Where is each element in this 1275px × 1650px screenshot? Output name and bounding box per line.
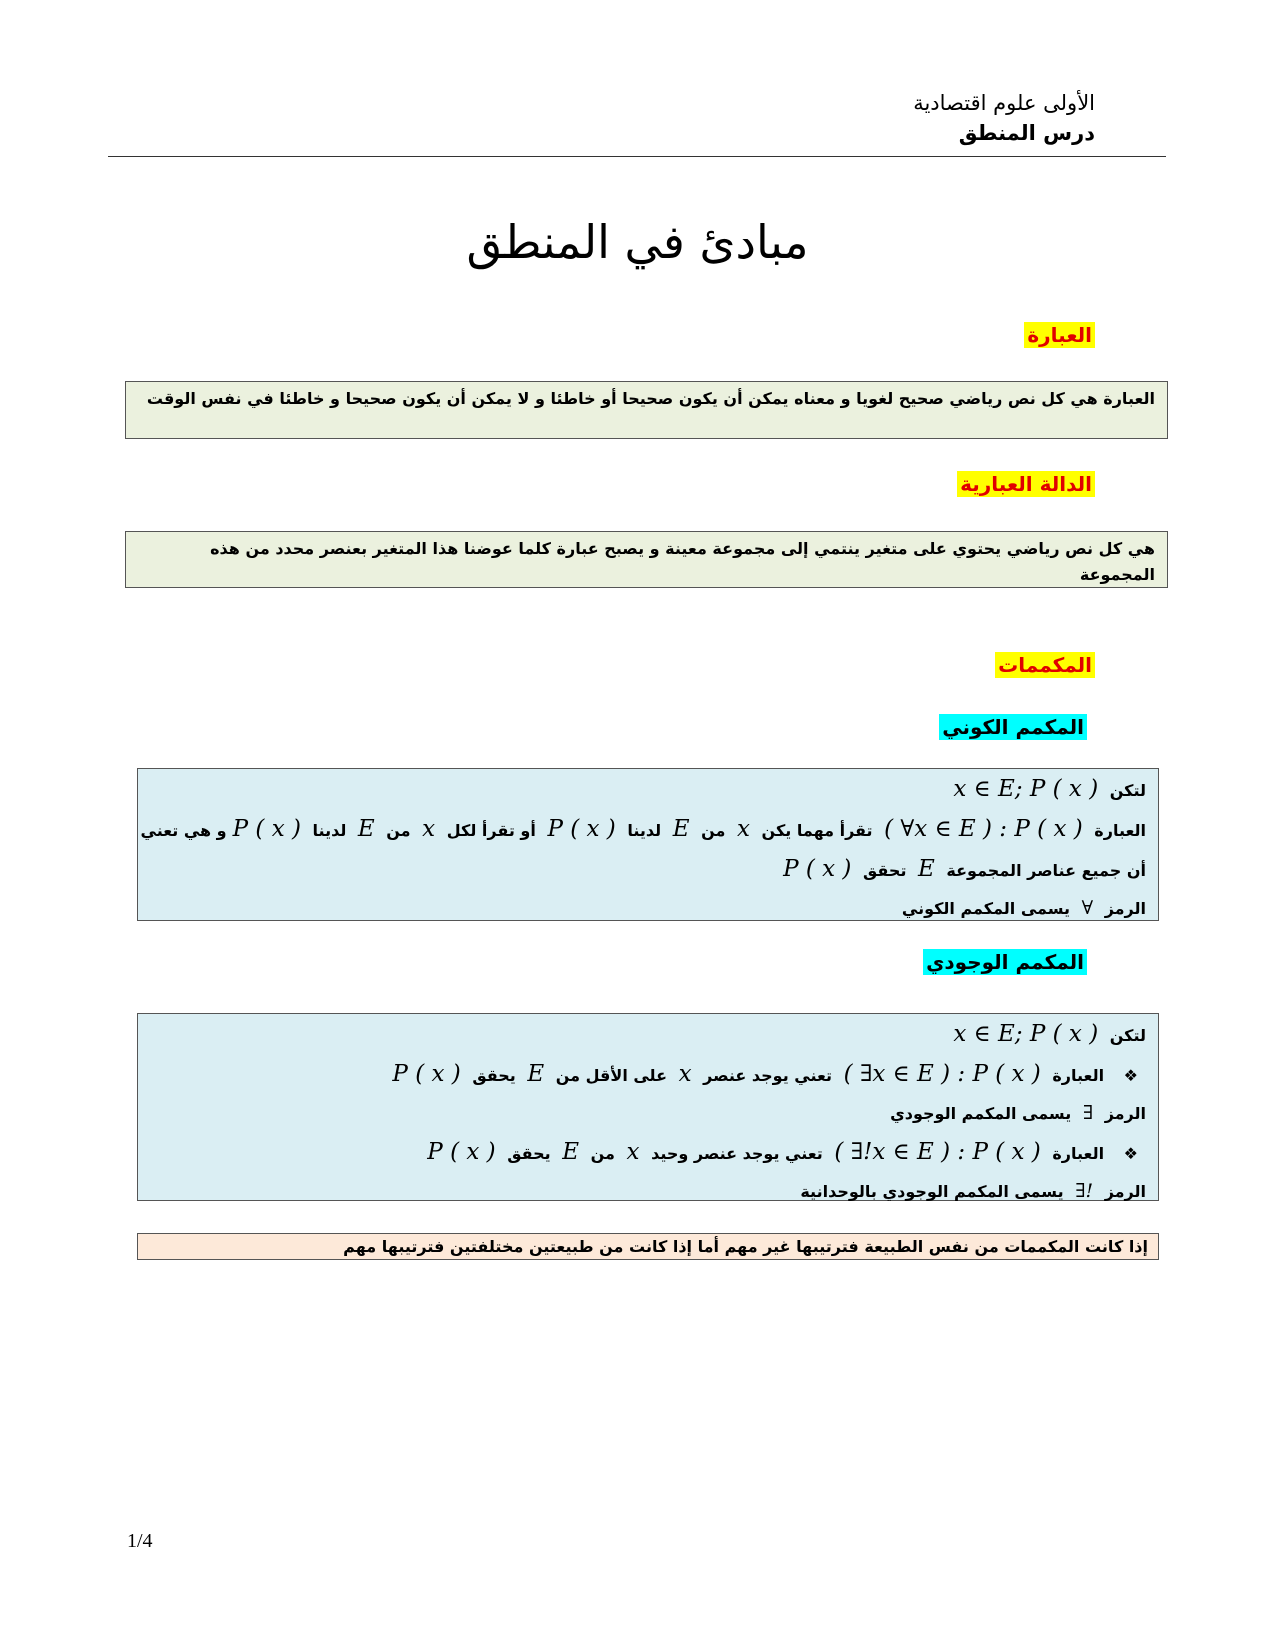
universal-let-line: لتكن x ∈ E; P ( x ): [953, 776, 1146, 802]
unique-existential-symbol-line: الرمز ∃! يسمى المكمم الوجودي بالوحدانية: [150, 1172, 1146, 1210]
bullet-icon: ❖: [1123, 1066, 1138, 1085]
page-title: مبادئ في المنطق: [466, 215, 809, 269]
existential-statement-line: ❖ العبارة ( ∃x ∈ E ) : P ( x ) تعني يوجد عنصر x على الأقل من E يحقق P ( x ): [150, 1054, 1146, 1094]
quantifier-order-note: إذا كانت المكممات من نفس الطبيعة فترتيبها غير مهم أما إذا كانت من طبيعتين مختلفتين فترتيبها مهم: [137, 1233, 1159, 1260]
exists-unique-symbol-icon: ∃!: [1075, 1180, 1094, 1202]
universal-statement-line: العبارة ( ∀x ∈ E ) : P ( x ) تقرأ مهما يكن x من E لدينا P ( x ) أو تقرأ لكل x من E لدينا P ( x )و هي تعني: [140, 816, 1146, 842]
statement-heading: العبارة: [1024, 322, 1095, 348]
bullet-icon: ❖: [1123, 1144, 1138, 1163]
existential-quantifier-heading: المكمم الوجودي: [923, 949, 1087, 975]
forall-symbol-icon: ∀: [1081, 897, 1094, 919]
universal-quantifier-box: [137, 768, 1159, 921]
unique-existential-statement-line: ❖ العبارة ( ∃!x ∈ E ) : P ( x ) تعني يوجد عنصر وحيد x من E يحقق P ( x ): [150, 1132, 1146, 1172]
propositional-function-definition: هي كل نص رياضي يحتوي على متغير ينتمي إلى مجموعة معينة و يصبح عبارة كلما عوضنا هذا المتغير بعنصر محدد من هذه المجموعة: [210, 539, 1155, 584]
page-number: 1/4: [127, 1530, 153, 1552]
quantifiers-heading: المكممات: [995, 652, 1095, 678]
propositional-function-heading: الدالة العبارية: [957, 471, 1095, 497]
header-divider: [108, 156, 1166, 157]
statement-definition-box: [125, 381, 1168, 439]
existential-quantifier-box: [137, 1013, 1159, 1201]
existential-symbol-line: الرمز ∃ يسمى المكمم الوجودي: [150, 1094, 1146, 1132]
universal-symbol-line: الرمز ∀ يسمى المكمم الكوني: [150, 889, 1146, 927]
existential-let-line: لتكن x ∈ E; P ( x ): [953, 1021, 1146, 1047]
lesson-name: درس المنطق: [958, 121, 1095, 145]
universal-meaning-line: أن جميع عناصر المجموعة E تحقق P ( x ): [783, 856, 1146, 882]
school-level: الأولى علوم اقتصادية: [913, 91, 1095, 115]
universal-quantifier-heading: المكمم الكوني: [939, 714, 1087, 740]
page-header: [913, 88, 1095, 148]
statement-definition: العبارة هي كل نص رياضي صحيح لغويا و معناه يمكن أن يكون صحيحا أو خاطئا و لا يمكن أن يكون صحيحا و خاطئا في نفس الوقت: [146, 389, 1155, 408]
propositional-function-box: [125, 531, 1168, 588]
exists-symbol-icon: ∃: [1082, 1102, 1094, 1124]
